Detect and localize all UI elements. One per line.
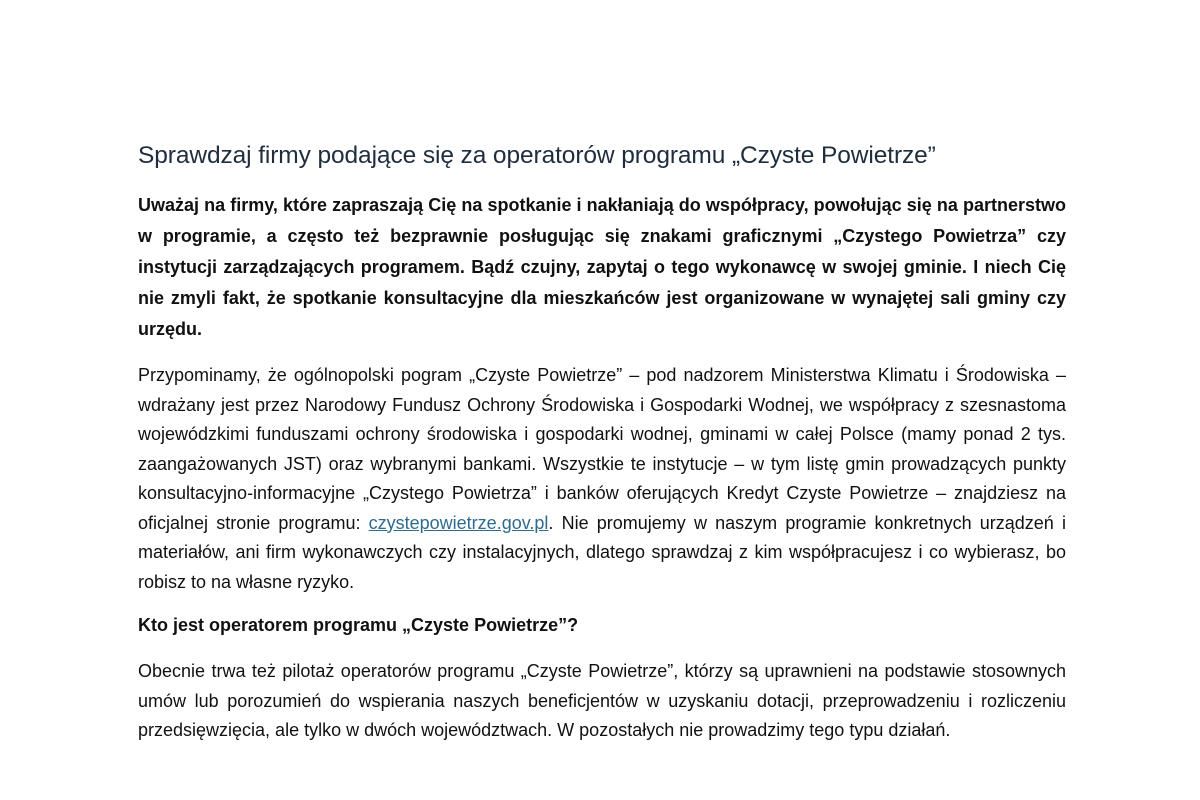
document-page — [138, 140, 1066, 746]
section-subheading: Kto jest operatorem programu „Czyste Powietrze”? — [138, 615, 579, 635]
info-text-after-link: . Nie promujemy w naszym programie konkretnych urządzeń i materiałów, ani firm wykonawczych czy instalacyjnych, dlatego sprawdzaj z kim współpracujesz i co wybierasz, bo robisz to na własne ryzyko. — [138, 512, 1066, 592]
info-text-before-link: Przypominamy, że ogólnopolski pogram „Czyste Powietrze” – pod nadzorem Ministerstwa Klimatu i Środowiska – wdrażany jest przez Narodowy Fundusz Ochrony Środowiska i Gospodarki Wodnej, we współpracy z szesnastoma wojewódzkimi funduszami ochrony środowiska i gospodarki wodnej, gminami w całej Polsce (mamy ponad 2 tys. zaangażowanych JST) oraz wybranymi bankami. Wszystkie te instytucje – w tym listę gmin prowadzących punkty konsultacyjno-informacyjne „Czystego Powietrza” i banków oferujących Kredyt Czyste Powietrze – znajdziesz na oficjalnej stronie programu: — [138, 365, 1066, 533]
lead-paragraph: Uważaj na firmy, które zapraszają Cię na spotkanie i nakłaniają do współpracy, powołując się na partnerstwo w programie, a często też bezprawnie posługując się znakami graficznymi „Czystego Powietrza” czy instytucji zarządzających programem. Bądź czujny, zapytaj o tego wykonawcę w swojej gminie. I niech Cię nie zmyli fakt, że spotkanie konsultacyjne dla mieszkańców jest organizowane w wynajętej sali gminy czy urzędu. — [138, 195, 1066, 339]
program-website-link[interactable]: czystepowietrze.gov.pl — [368, 512, 549, 533]
operators-paragraph: Obecnie trwa też pilotaż operatorów programu „Czyste Powietrze”, którzy są uprawnieni na podstawie stosownych umów lub porozumień do wspierania naszych beneficjentów w uzyskaniu dotacji, przeprowadzeniu i rozliczeniu przedsięwzięcia, ale tylko w dwóch województwach. W pozostałych nie prowadzimy tego typu działań. — [138, 661, 1066, 740]
document-title: Sprawdzaj firmy podające się za operatorów programu „Czyste Powietrze” — [138, 142, 936, 169]
info-paragraph — [138, 361, 1066, 597]
